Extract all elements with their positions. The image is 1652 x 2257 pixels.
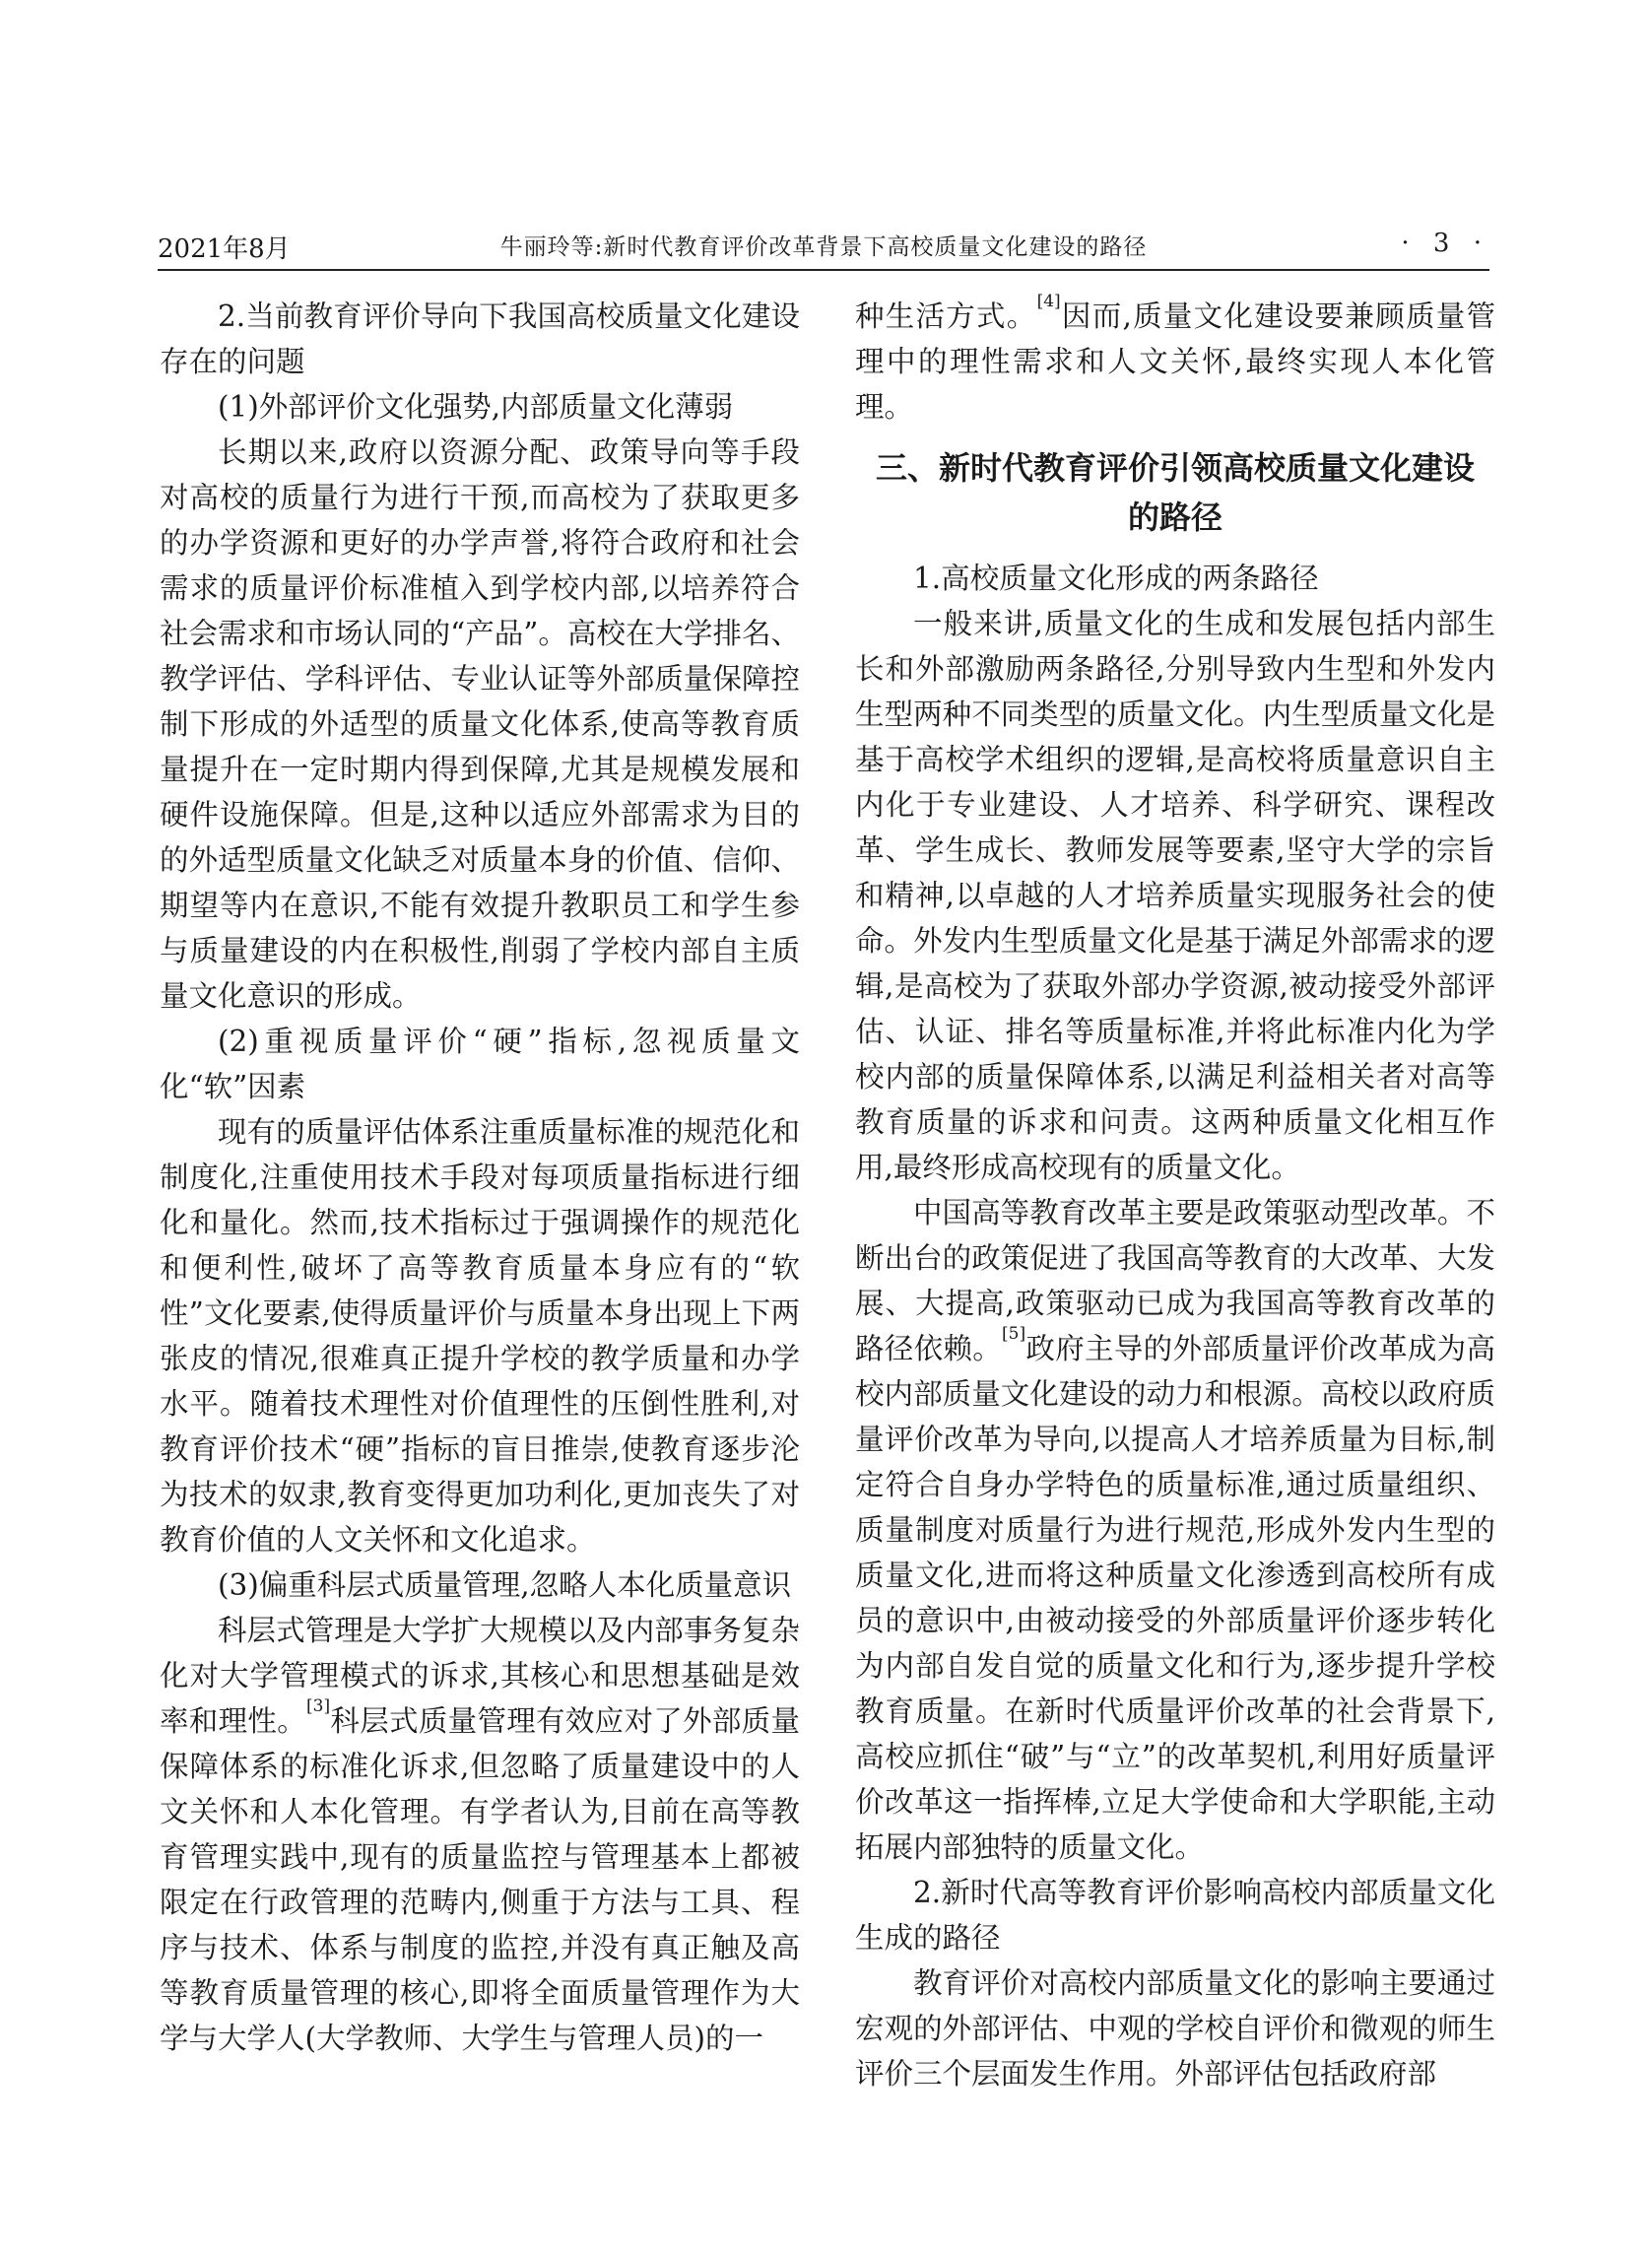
citation: [4] xyxy=(1036,292,1061,311)
subsection-heading: 1.高校质量文化形成的两条路径 xyxy=(913,562,1319,595)
citation: [5] xyxy=(1002,1324,1026,1344)
subsection-heading: (2)重视质量评价“硬”指标,忽视质量文化“软”因素 xyxy=(160,1025,800,1103)
paragraph: 长期以来,政府以资源分配、政策导向等手段对高校的质量行为进行干预,而高校为了获取更多的办学资源和更好的办学声誉,将符合政府和社会需求的质量评价标准植入到学校内部,以培养符合社会需求和市场认同的“产品”。高校在大学排名、教学评估、学科评估、专业认证等外部质量保障控制下形成的外适型的质量文化体系,使高等教育质量提升在一定时期内得到保障,尤其是规模发展和硬件设施保障。但是,这种以适应外部需求为目的的外适型质量文化缺乏对质量本身的价值、信仰、期望等内在意识,不能有效提升教职员工和学生参与质量建设的内在积极性,削弱了学校内部自主质量文化意识的形成。 xyxy=(160,435,800,1013)
subsection-heading: (1)外部评价文化强势,内部质量文化薄弱 xyxy=(218,390,734,424)
issue-date: 2021年8月 xyxy=(158,234,291,264)
section-title xyxy=(855,443,1495,542)
paragraph xyxy=(855,1190,1495,1870)
paragraph xyxy=(855,294,1495,430)
header-rule xyxy=(158,269,1489,271)
section-title-line: 三、新时代教育评价引领高校质量文化建设 xyxy=(875,449,1475,487)
paragraph-text: 种生活方式。 xyxy=(855,299,1037,333)
paragraph-text: 因而,质量文化建设要兼顾质量管理中的理性需求和人文关怀,最终实现人本化管理。 xyxy=(855,299,1495,424)
left-column xyxy=(160,294,800,2061)
paragraph: 教育评价对高校内部质量文化的影响主要通过宏观的外部评估、中观的学校自评价和微观的师生评价三个层面发生作用。外部评估包括政府部 xyxy=(855,1966,1495,2091)
paragraph-text: 科层式质量管理有效应对了外部质量保障体系的标准化诉求,但忽略了质量建设中的人文关怀和人本化管理。有学者认为,目前在高等教育管理实践中,现有的质量监控与管理基本上都被限定在行政管理的范畴内,侧重于方法与工具、程序与技术、体系与制度的监控,并没有真正触及高等教育质量管理的核心,即将全面质量管理作为大学与大学人(大学教师、大学生与管理人员)的一 xyxy=(160,1704,800,2055)
paragraph-text: 中国高等教育改革主要是政策驱动型改革。不断出台的政策促进了我国高等教育的大改革、大发展、大提高,政策驱动已成为我国高等教育改革的路径依赖。 xyxy=(855,1196,1495,1365)
section-heading: 2.当前教育评价导向下我国高校质量文化建设存在的问题 xyxy=(160,299,800,378)
section-title-line: 的路径 xyxy=(1127,498,1222,536)
paragraph: 现有的质量评估体系注重质量标准的规范化和制度化,注重使用技术手段对每项质量指标进行细化和量化。然而,技术指标过于强调操作的规范化和便利性,破坏了高等教育质量本身应有的“软性”文化要素,使得质量评价与质量本身出现上下两张皮的情况,很难真正提升学校的教学质量和办学水平。随着技术理性对价值理性的压倒性胜利,对教育评价技术“硬”指标的盲目推崇,使教育逐步沦为技术的奴隶,教育变得更加功利化,更加丧失了对教育价值的人文关怀和文化追求。 xyxy=(160,1115,800,1557)
subsection-heading: (3)偏重科层式质量管理,忽略人本化质量意识 xyxy=(218,1568,792,1602)
paragraph-text: 科层式管理是大学扩大规模以及内部事务复杂化对大学管理模式的诉求,其核心和思想基础是效率和理性。 xyxy=(160,1614,800,1738)
paragraph xyxy=(160,1608,800,2061)
citation: [3] xyxy=(306,1696,331,1716)
running-head xyxy=(158,229,1489,268)
subsection-heading: 2.新时代高等教育评价影响高校内部质量文化生成的路径 xyxy=(855,1876,1495,1955)
paragraph: 一般来讲,质量文化的生成和发展包括内部生长和外部激励两条路径,分别导致内生型和外发内生型两种不同类型的质量文化。内生型质量文化是基于高校学术组织的逻辑,是高校将质量意识自主内化于专业建设、人才培养、科学研究、课程改革、学生成长、教师发展等要素,坚守大学的宗旨和精神,以卓越的人才培养质量实现服务社会的使命。外发内生型质量文化是基于满足外部需求的逻辑,是高校为了获取外部办学资源,被动接受外部评估、认证、排名等质量标准,并将此标准内化为学校内部的质量保障体系,以满足利益相关者对高等教育质量的诉求和问责。这两种质量文化相互作用,最终形成高校现有的质量文化。 xyxy=(855,607,1495,1184)
right-column xyxy=(855,294,1495,2096)
page-number: · 3 · xyxy=(1401,229,1489,258)
running-title: 牛丽玲等:新时代教育评价改革背景下高校质量文化建设的路径 xyxy=(499,234,1148,260)
paragraph-text: 政府主导的外部质量评价改革成为高校内部质量文化建设的动力和根源。高校以政府质量评价改革为导向,以提高人才培养质量为目标,制定符合自身办学特色的质量标准,通过质量组织、质量制度对质量行为进行规范,形成外发内生型的质量文化,进而将这种质量文化渗透到高校所有成员的意识中,由被动接受的外部质量评价逐步转化为内部自发自觉的质量文化和行为,逐步提升学校教育质量。在新时代质量评价改革的社会背景下,高校应抓住“破”与“立”的改革契机,利用好质量评价改革这一指挥棒,立足大学使命和大学职能,主动拓展内部独特的质量文化。 xyxy=(855,1332,1495,1864)
